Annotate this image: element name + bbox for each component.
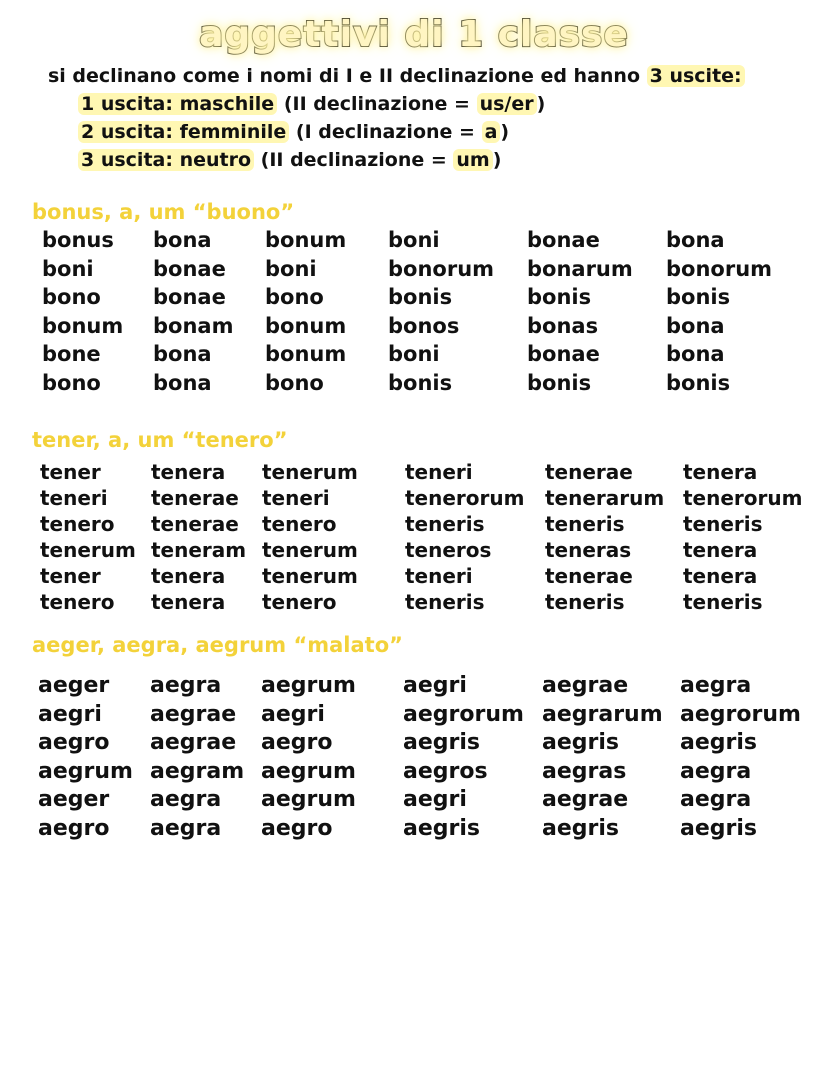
plural-form-cell: tenerorum [405,486,525,510]
singular-form-cell: bonam [153,313,234,338]
plural-form-cell: tenerarum [545,486,665,510]
plural-form-cell: tenerae [545,460,633,484]
singular-form-cell: teneri [262,486,330,510]
singular-form-cell: aegra [150,787,222,812]
plural-form-cell: teneros [405,538,492,562]
plural-form-cell: aegris [680,730,757,755]
page-title: aggettivi di 1 classe [199,14,629,55]
singular-form-cell: bona [153,370,212,395]
singular-form-cell: bonus [42,228,114,252]
uscita-rest: (I declinazione = [289,121,482,143]
singular-form-cell: tenerae [151,486,239,510]
plural-form-cell: boni [388,342,440,366]
singular-form-cell: bono [42,370,101,395]
plural-form-cell: bonis [666,285,731,309]
plural-form-cell: bonas [527,313,599,338]
plural-form-cell: teneris [405,590,485,614]
uscita-1 [48,90,745,118]
singular-form-cell: aegra [150,673,222,698]
plural-form-cell: bona [666,313,725,338]
plural-form-cell: teneri [405,564,473,588]
plural-form-cell: tenera [683,564,758,588]
intro-line [48,62,745,90]
plural-form-cell: tenerorum [683,486,803,510]
singular-form-cell: tenerum [40,538,136,562]
singular-form-cell: bono [42,285,101,309]
plural-form-cell: aegrarum [542,701,663,727]
singular-form-cell: tenero [40,512,115,536]
singular-form-cell: aegrum [38,758,133,784]
plural-form-cell: aegri [403,673,467,698]
uscita-close: ) [492,149,502,171]
uscita-3 [48,146,745,174]
singular-form-cell: aegro [261,730,333,755]
singular-form-cell: bono [265,285,324,309]
plural-form-cell: bonis [388,285,453,309]
singular-form-cell: tenerum [262,564,358,588]
uscita-rest: (II declinazione = [277,93,477,115]
singular-form-cell: tenerum [262,538,358,562]
uscita-rest: (II declinazione = [254,149,454,171]
intro-block [48,62,745,174]
singular-form-cell: bonae [153,256,226,281]
singular-form-cell: aegram [150,758,245,784]
plural-form-cell: bonis [527,370,592,395]
plural-form-cell: aegri [403,787,467,812]
singular-form-cell: aegrae [150,701,237,727]
plural-form-cell: aegra [680,787,752,812]
singular-form-cell: tener [40,564,101,588]
plural-form-cell: bona [666,228,725,252]
plural-form-cell: teneri [405,460,473,484]
plural-form-cell: aegris [542,815,619,841]
uscita-2 [48,118,745,146]
section-heading-bonus: bonus, a, um “buono” [32,200,295,224]
singular-form-cell: bona [153,228,212,252]
plural-form-cell: boni [388,228,440,252]
uscita-close: ) [500,121,510,143]
plural-form-cell: bonae [527,342,600,366]
plural-form-cell: teneris [683,590,763,614]
singular-form-cell: bonae [153,285,226,309]
plural-form-cell: aegrorum [403,701,524,727]
intro-text: si declinano come i nomi di I e II declinazione ed hanno [48,65,647,87]
plural-form-cell: aegrorum [680,701,801,727]
singular-form-cell: aegro [38,815,110,841]
singular-form-cell: bonum [42,313,124,338]
singular-form-cell: aegro [261,815,333,841]
plural-form-cell: bonorum [666,256,773,281]
plural-form-cell: aegris [403,730,480,755]
singular-form-cell: teneram [151,538,247,562]
plural-form-cell: aegros [403,758,488,784]
uscita-label: 1 uscita: maschile [78,93,277,115]
plural-form-cell: bonorum [388,256,495,281]
plural-form-cell: aegras [542,758,627,784]
singular-form-cell: tenera [151,460,226,484]
plural-form-cell: bonis [666,370,731,395]
singular-form-cell: bonum [265,313,347,338]
plural-form-cell: aegrae [542,787,629,812]
singular-form-cell: tenerum [262,460,358,484]
plural-form-cell: teneris [683,512,763,536]
plural-form-cell: aegra [680,673,752,698]
plural-form-cell: teneris [405,512,485,536]
plural-form-cell: tenerae [545,564,633,588]
uscita-label: 2 uscita: femminile [78,121,289,143]
section-heading-aeger: aeger, aegra, aegrum “malato” [32,633,403,657]
singular-form-cell: teneri [40,486,108,510]
singular-form-cell: bona [153,342,212,366]
singular-form-cell: aegra [150,815,222,841]
uscita-ending: a [482,121,501,143]
singular-form-cell: aegrum [261,673,356,698]
singular-form-cell: tenera [151,564,226,588]
intro-highlight: 3 uscite: [647,65,745,87]
singular-form-cell: tenero [40,590,115,614]
plural-form-cell: bonae [527,228,600,252]
plural-form-cell: bonos [388,313,460,338]
plural-form-cell: aegris [542,730,619,755]
plural-form-cell: bonis [388,370,453,395]
singular-form-cell: bonum [265,228,347,252]
singular-form-cell: tenero [262,512,337,536]
section-heading-tener: tener, a, um “tenero” [32,428,288,452]
singular-form-cell: tenerae [151,512,239,536]
singular-form-cell: tener [40,460,101,484]
singular-form-cell: bone [42,342,101,366]
plural-form-cell: bonis [527,285,592,309]
plural-form-cell: tenera [683,460,758,484]
uscita-close: ) [536,93,546,115]
singular-form-cell: aeger [38,673,110,698]
plural-form-cell: teneris [545,590,625,614]
plural-form-cell: teneris [545,512,625,536]
plural-form-cell: bona [666,342,725,366]
uscita-ending: um [453,149,492,171]
plural-form-cell: aegris [680,815,757,841]
uscita-ending: us/er [477,93,537,115]
singular-form-cell: aegri [38,701,102,727]
plural-form-cell: bonarum [527,256,633,281]
uscita-label: 3 uscita: neutro [78,149,254,171]
plural-form-cell: aegris [403,815,480,841]
singular-form-cell: tenero [262,590,337,614]
plural-form-cell: tenera [683,538,758,562]
singular-form-cell: boni [265,256,317,281]
singular-form-cell: aeger [38,787,110,812]
singular-form-cell: aegrum [261,758,356,784]
plural-form-cell: aegrae [542,673,629,698]
singular-form-cell: boni [42,256,94,281]
singular-form-cell: bono [265,370,324,395]
singular-form-cell: aegrum [261,787,356,812]
singular-form-cell: aegrae [150,730,237,755]
singular-form-cell: aegro [38,730,110,755]
singular-form-cell: bonum [265,342,347,366]
singular-form-cell: aegri [261,701,325,727]
singular-form-cell: tenera [151,590,226,614]
plural-form-cell: teneras [545,538,632,562]
plural-form-cell: aegra [680,758,752,784]
